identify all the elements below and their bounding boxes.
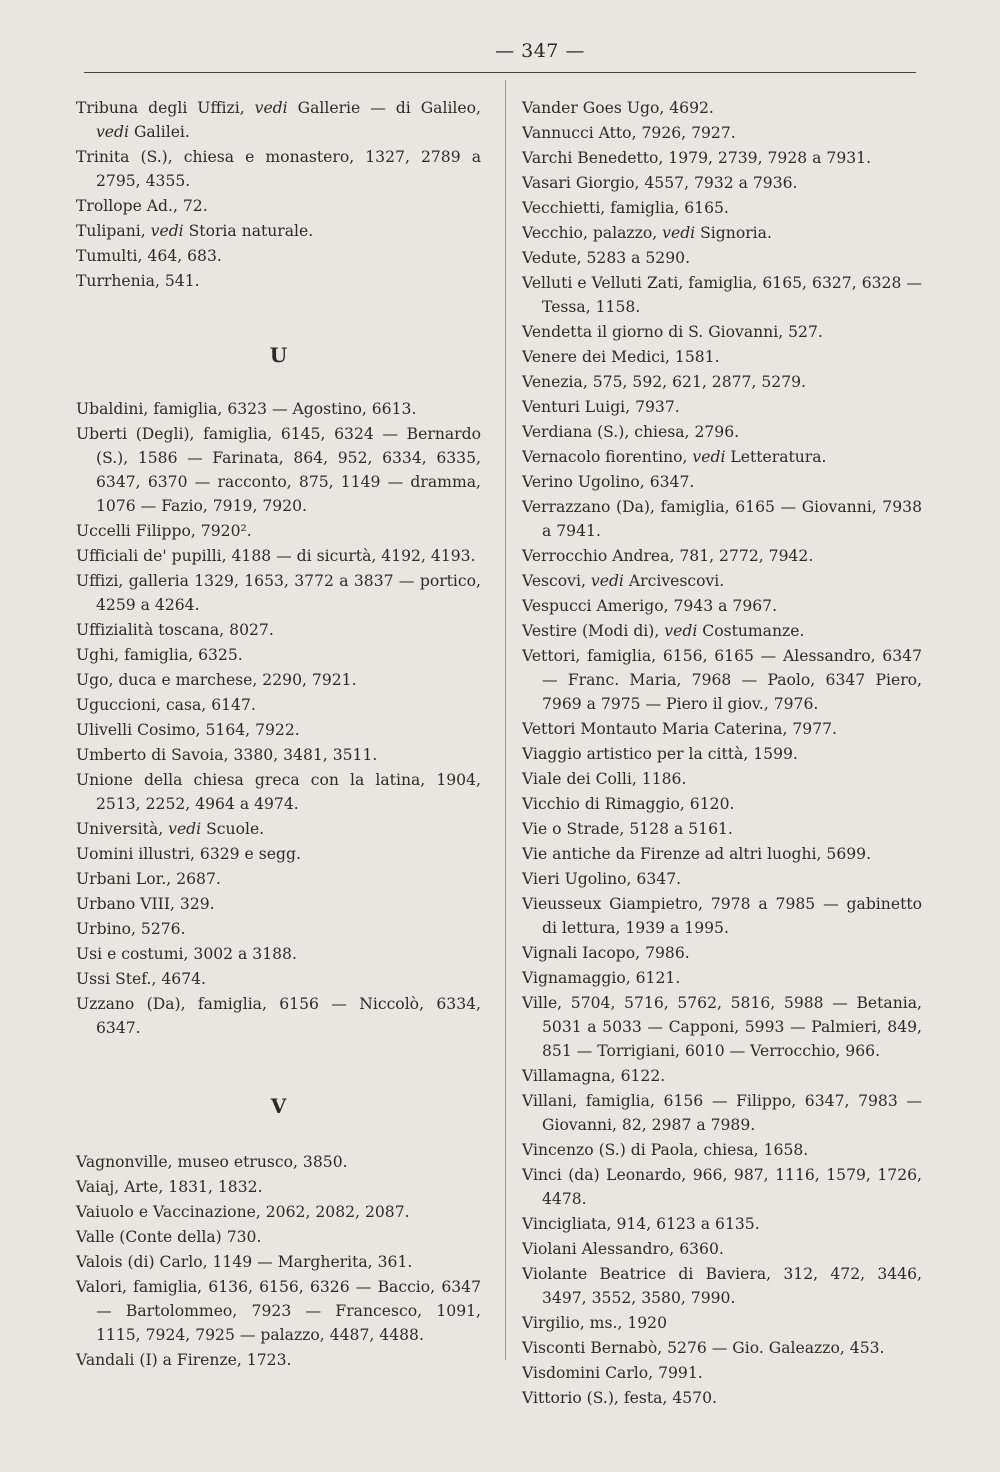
index-entry: Villamagna, 6122. bbox=[522, 1067, 666, 1085]
entries-t bbox=[76, 96, 481, 293]
index-entry: Verdiana (S.), chiesa, 2796. bbox=[522, 423, 740, 441]
index-entry: Tribuna degli Uffizi, vedi Gallerie — di Galileo, vedi Galilei. bbox=[76, 99, 481, 141]
entries-u bbox=[76, 397, 481, 1040]
index-entry: Uccelli Filippo, 7920². bbox=[76, 522, 252, 540]
entries-v bbox=[76, 1150, 481, 1372]
index-entry: Tulipani, vedi Storia naturale. bbox=[76, 222, 314, 240]
index-entry: Uffizialità toscana, 8027. bbox=[76, 621, 274, 639]
index-entry: Vannucci Atto, 7926, 7927. bbox=[522, 124, 736, 142]
index-entry: Vaiuolo e Vaccinazione, 2062, 2082, 2087. bbox=[76, 1203, 410, 1221]
index-entry: Ussi Stef., 4674. bbox=[76, 970, 206, 988]
index-entry: Vittorio (S.), festa, 4570. bbox=[522, 1389, 717, 1407]
index-entry: Ubaldini, famiglia, 6323 — Agostino, 6613. bbox=[76, 400, 417, 418]
letter-heading-u: U bbox=[269, 343, 288, 367]
column-divider bbox=[505, 80, 506, 1360]
index-entry: Viaggio artistico per la città, 1599. bbox=[522, 745, 798, 763]
index-entry: Ugo, duca e marchese, 2290, 7921. bbox=[76, 671, 357, 689]
index-entry: Venturi Luigi, 7937. bbox=[522, 398, 680, 416]
index-entry: Vander Goes Ugo, 4692. bbox=[522, 99, 714, 117]
index-entry: Umberto di Savoia, 3380, 3481, 3511. bbox=[76, 746, 378, 764]
index-entry: Vie antiche da Firenze ad altri luoghi, 5699. bbox=[522, 845, 872, 863]
index-entry: Vernacolo fiorentino, vedi Letteratura. bbox=[522, 448, 827, 466]
index-entry: Vincigliata, 914, 6123 a 6135. bbox=[522, 1215, 760, 1233]
index-entry: Virgilio, ms., 1920 bbox=[522, 1314, 668, 1332]
index-entry: Vieusseux Giampietro, 7978 a 7985 — gabinetto di lettura, 1939 a 1995. bbox=[522, 895, 922, 937]
index-entry: Venezia, 575, 592, 621, 2877, 5279. bbox=[522, 373, 807, 391]
index-entry: Verrocchio Andrea, 781, 2772, 7942. bbox=[522, 547, 814, 565]
index-entry: Turrhenia, 541. bbox=[76, 272, 200, 290]
index-entry: Vendetta il giorno di S. Giovanni, 527. bbox=[522, 323, 823, 341]
index-entry: Vaiaj, Arte, 1831, 1832. bbox=[76, 1178, 263, 1196]
index-entry: Vinci (da) Leonardo, 966, 987, 1116, 1579, 1726, 4478. bbox=[522, 1166, 922, 1208]
index-entry: Velluti e Velluti Zati, famiglia, 6165, 6327, 6328 — Tessa, 1158. bbox=[522, 274, 922, 316]
index-entry: Valois (di) Carlo, 1149 — Margherita, 361. bbox=[76, 1253, 413, 1271]
index-entry: Vieri Ugolino, 6347. bbox=[522, 870, 682, 888]
index-entry: Verino Ugolino, 6347. bbox=[522, 473, 695, 491]
index-entry: Vincenzo (S.) di Paola, chiesa, 1658. bbox=[522, 1141, 809, 1159]
index-entry: Viale dei Colli, 1186. bbox=[522, 770, 687, 788]
index-entry: Verrazzano (Da), famiglia, 6165 — Giovanni, 7938 a 7941. bbox=[522, 498, 922, 540]
index-entry: Visdomini Carlo, 7991. bbox=[522, 1364, 703, 1382]
index-entry: Varchi Benedetto, 1979, 2739, 7928 a 7931. bbox=[522, 149, 872, 167]
index-entry: Vecchio, palazzo, vedi Signoria. bbox=[522, 224, 772, 242]
index-entry: Uberti (Degli), famiglia, 6145, 6324 — Bernardo (S.), 1586 — Farinata, 864, 952, 6334, 6335, 6347, 6370 — racconto, 875, 1149 — dramma, 1076 — Fazio, 7919, 7920. bbox=[76, 425, 481, 515]
index-entry: Trinita (S.), chiesa e monastero, 1327, 2789 a 2795, 4355. bbox=[76, 148, 481, 190]
index-entry: Trollope Ad., 72. bbox=[76, 197, 208, 215]
entries-v-continued bbox=[522, 96, 922, 1410]
index-entry: Vestire (Modi di), vedi Costumanze. bbox=[522, 622, 805, 640]
index-entry: Vecchietti, famiglia, 6165. bbox=[522, 199, 729, 217]
index-entry: Valori, famiglia, 6136, 6156, 6326 — Baccio, 6347 — Bartolommeo, 7923 — Francesco, 1091, 1115, 7924, 7925 — palazzo, 4487, 4488. bbox=[76, 1278, 481, 1344]
index-entry: Tumulti, 464, 683. bbox=[76, 247, 222, 265]
index-entry: Uzzano (Da), famiglia, 6156 — Niccolò, 6334, 6347. bbox=[76, 995, 481, 1037]
left-column bbox=[76, 96, 481, 1373]
letter-heading-v: V bbox=[270, 1094, 287, 1118]
index-entry: Ughi, famiglia, 6325. bbox=[76, 646, 243, 664]
index-entry: Valle (Conte della) 730. bbox=[76, 1228, 262, 1246]
index-entry: Violante Beatrice di Baviera, 312, 472, 3446, 3497, 3552, 3580, 7990. bbox=[522, 1265, 922, 1307]
index-entry: Ufficiali de' pupilli, 4188 — di sicurtà, 4192, 4193. bbox=[76, 547, 476, 565]
index-entry: Villani, famiglia, 6156 — Filippo, 6347, 7983 — Giovanni, 82, 2987 a 7989. bbox=[522, 1092, 922, 1134]
index-entry: Usi e costumi, 3002 a 3188. bbox=[76, 945, 297, 963]
index-entry: Vandali (I) a Firenze, 1723. bbox=[76, 1351, 292, 1369]
index-entry: Unione della chiesa greca con la latina, 1904, 2513, 2252, 4964 a 4974. bbox=[76, 771, 481, 813]
index-entry: Urbani Lor., 2687. bbox=[76, 870, 221, 888]
right-column bbox=[522, 96, 922, 1411]
index-entry: Vescovi, vedi Arcivescovi. bbox=[522, 572, 725, 590]
header-rule bbox=[84, 72, 916, 73]
index-entry: Vespucci Amerigo, 7943 a 7967. bbox=[522, 597, 778, 615]
index-entry: Università, vedi Scuole. bbox=[76, 820, 265, 838]
index-entry: Ulivelli Cosimo, 5164, 7922. bbox=[76, 721, 300, 739]
index-entry: Vettori Montauto Maria Caterina, 7977. bbox=[522, 720, 838, 738]
page-number: — 347 — bbox=[495, 40, 585, 62]
index-entry: Vedute, 5283 a 5290. bbox=[522, 249, 691, 267]
index-entry: Vasari Giorgio, 4557, 7932 a 7936. bbox=[522, 174, 798, 192]
index-entry: Vignamaggio, 6121. bbox=[522, 969, 681, 987]
index-entry: Vie o Strade, 5128 a 5161. bbox=[522, 820, 733, 838]
index-entry: Ville, 5704, 5716, 5762, 5816, 5988 — Betania, 5031 a 5033 — Capponi, 5993 — Palmieri, 849, 851 — Torrigiani, 6010 — Verrocchio, 966. bbox=[522, 994, 922, 1060]
index-entry: Uomini illustri, 6329 e segg. bbox=[76, 845, 301, 863]
index-entry: Urbano VIII, 329. bbox=[76, 895, 215, 913]
index-entry: Uffizi, galleria 1329, 1653, 3772 a 3837 — portico, 4259 a 4264. bbox=[76, 572, 481, 614]
index-entry: Vignali Iacopo, 7986. bbox=[522, 944, 690, 962]
index-entry: Vicchio di Rimaggio, 6120. bbox=[522, 795, 735, 813]
index-entry: Uguccioni, casa, 6147. bbox=[76, 696, 256, 714]
index-entry: Vettori, famiglia, 6156, 6165 — Alessandro, 6347 — Franc. Maria, 7968 — Paolo, 6347 Piero, 7969 a 7975 — Piero il giov., 7976. bbox=[522, 647, 922, 713]
index-entry: Vagnonville, museo etrusco, 3850. bbox=[76, 1153, 348, 1171]
index-entry: Venere dei Medici, 1581. bbox=[522, 348, 720, 366]
index-entry: Urbino, 5276. bbox=[76, 920, 186, 938]
index-entry: Visconti Bernabò, 5276 — Gio. Galeazzo, 453. bbox=[522, 1339, 885, 1357]
index-entry: Violani Alessandro, 6360. bbox=[522, 1240, 724, 1258]
